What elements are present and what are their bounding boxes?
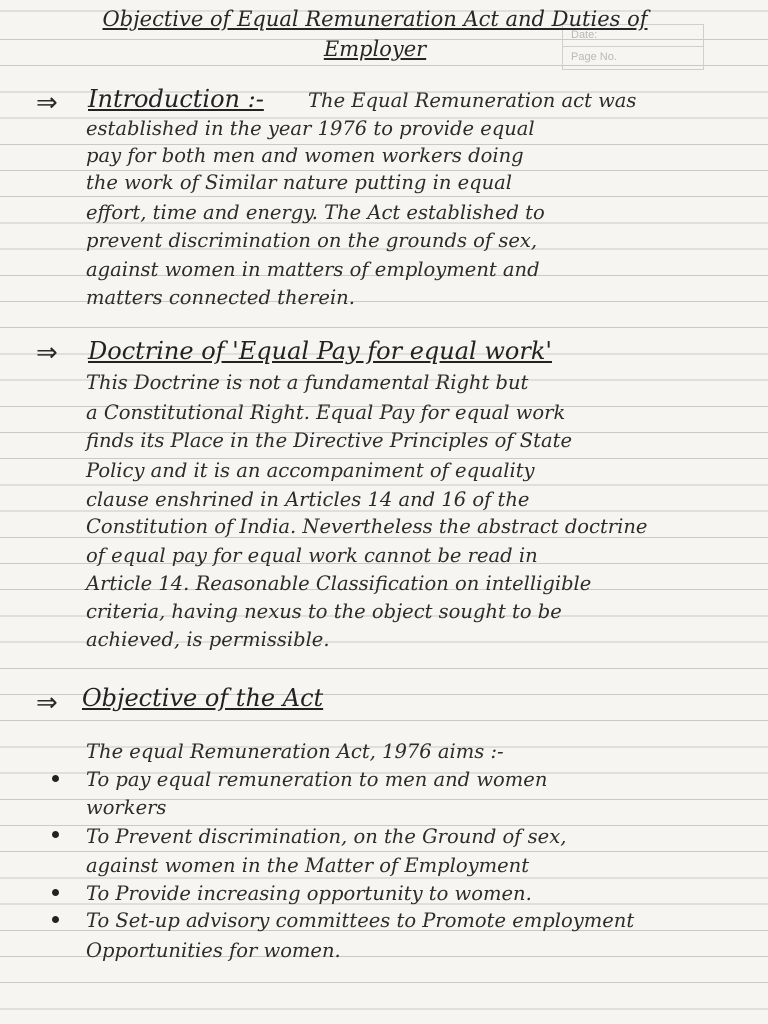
bullet-dot-icon xyxy=(52,916,59,923)
double-arrow-right-icon: ⇒ xyxy=(36,338,58,368)
intro-line: pay for both men and women workers doing xyxy=(86,144,524,167)
intro-line: effort, time and energy. The Act established to xyxy=(86,201,545,224)
objective-bullet-line: workers xyxy=(86,796,167,819)
introduction-heading: Introduction :- xyxy=(88,85,264,113)
date-label: Date: xyxy=(571,29,598,41)
objective-bullet-line: Opportunities for women. xyxy=(86,939,341,962)
doctrine-line: achieved, is permissible. xyxy=(86,628,330,651)
intro-line: the work of Similar nature putting in equal xyxy=(86,171,513,194)
intro-line: prevent discrimination on the grounds of sex, xyxy=(86,229,538,252)
title-line-1: Objective of Equal Remuneration Act and Duties of xyxy=(102,7,648,31)
title-line-2: Employer xyxy=(323,37,427,61)
doctrine-line: criteria, having nexus to the object sought to be xyxy=(86,600,562,623)
objective-bullet-line: To Set-up advisory committees to Promote employment xyxy=(86,909,635,932)
intro-line: established in the year 1976 to provide equal xyxy=(86,117,535,140)
doctrine-line: of equal pay for equal work cannot be read in xyxy=(86,544,538,567)
objective-bullet-line: To Prevent discrimination, on the Ground of sex, xyxy=(86,825,567,848)
doctrine-line: This Doctrine is not a fundamental Right but xyxy=(86,371,529,394)
page-number-label: Page No. xyxy=(563,46,703,68)
objective-intro: The equal Remuneration Act, 1976 aims :- xyxy=(86,740,504,763)
doctrine-line: a Constitutional Right. Equal Pay for equal work xyxy=(86,401,566,424)
double-arrow-right-icon: ⇒ xyxy=(36,688,58,718)
intro-line: against women in matters of employment and xyxy=(86,258,540,281)
objective-bullet-line: To Provide increasing opportunity to women. xyxy=(86,882,532,905)
objective-bullet-line: against women in the Matter of Employment xyxy=(86,854,530,877)
objective-bullet-line: To pay equal remuneration to men and women xyxy=(86,768,548,791)
bullet-dot-icon xyxy=(52,775,59,782)
page-title xyxy=(30,4,720,64)
double-arrow-right-icon: ⇒ xyxy=(36,88,58,118)
bullet-dot-icon xyxy=(52,889,59,896)
doctrine-line: clause enshrined in Articles 14 and 16 of the xyxy=(86,488,530,511)
doctrine-line: finds its Place in the Directive Principles of State xyxy=(86,429,572,452)
doctrine-heading: Doctrine of 'Equal Pay for equal work' xyxy=(88,337,552,365)
doctrine-line: Policy and it is an accompaniment of equality xyxy=(86,459,535,482)
bullet-dot-icon xyxy=(52,831,59,838)
intro-line: matters connected therein. xyxy=(86,286,355,309)
objective-heading: Objective of the Act xyxy=(82,684,324,712)
intro-line: The Equal Remuneration act was xyxy=(308,89,637,112)
doctrine-line: Article 14. Reasonable Classification on intelligible xyxy=(86,572,592,595)
doctrine-line: Constitution of India. Nevertheless the abstract doctrine xyxy=(86,515,648,538)
